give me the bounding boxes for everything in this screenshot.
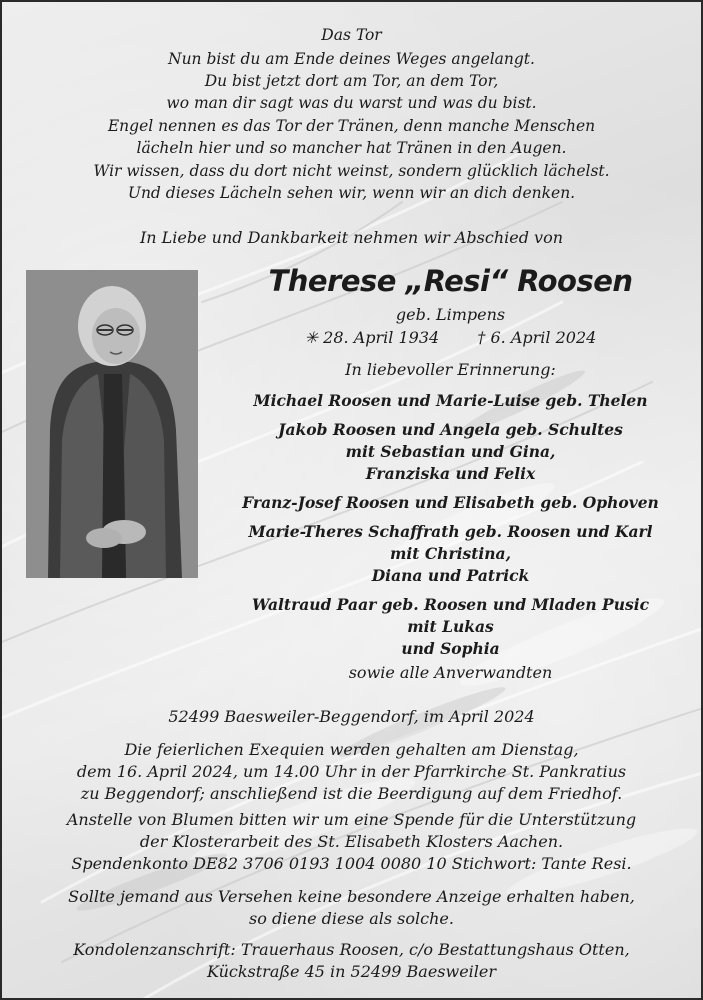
funeral-line: dem 16. April 2024, um 14.00 Uhr in der Pfarrkirche St. Pankratius [76,762,627,781]
poem-line: Wir wissen, dass du dort nicht weinst, sondern glücklich lächelst. [93,162,610,180]
portrait-illustration [26,270,198,578]
family-line: und Sophia [401,639,500,658]
farewell-intro: In Liebe und Dankbarkeit nehmen wir Abschied von [139,228,564,247]
family-line: mit Lukas [407,617,494,636]
birth-star-icon: ✳ [304,328,319,347]
death-date: 6. April 2024 [490,328,597,347]
poem-title: Das Tor [321,26,382,44]
life-dates [200,327,701,350]
donation-line: Anstelle von Blumen bitten wir um eine Spende für die Unterstützung [66,810,637,829]
portrait-photo [26,270,198,578]
family-list [200,390,701,660]
family-group [200,492,701,514]
donation-line: der Klosterarbeit des St. Elisabeth Klosters Aachen. [139,832,564,851]
family-line: Jakob Roosen und Angela geb. Schultes [278,420,623,439]
donation-line: Spendenkonto DE82 3706 0193 1004 0080 10 Stichwort: Tante Resi. [71,854,632,873]
relatives-line: sowie alle Anverwandten [348,663,553,682]
maiden-name: geb. Limpens [395,305,506,324]
poem-line: Und dieses Lächeln sehen wir, wenn wir an dich denken. [127,184,576,202]
family-line: Michael Roosen und Marie-Luise geb. Thelen [253,391,648,410]
family-group [200,521,701,587]
poem-line: lächeln hier und so mancher hat Tränen in den Augen. [136,139,567,157]
family-line: Diana und Patrick [371,566,530,585]
poem-line: wo man dir sagt was du warst und was du bist. [166,94,537,112]
family-line: Marie-Theres Schaffrath geb. Roosen und Karl [248,522,653,541]
memory-label: In liebevoller Erinnerung: [345,360,556,379]
poem-line: Engel nennen es das Tor der Tränen, denn manche Menschen [107,117,596,135]
family-group [200,419,701,485]
family-group [200,594,701,660]
family-line: Franz-Josef Roosen und Elisabeth geb. Ophoven [242,493,659,512]
death-cross-icon: † [477,328,486,347]
family-group [200,390,701,412]
condolence-line: Kückstraße 45 in 52499 Baesweiler [206,962,497,981]
family-line: Waltraud Paar geb. Roosen und Mladen Pusic [251,595,650,614]
funeral-line: zu Beggendorf; anschließend ist die Beerdigung auf dem Friedhof. [80,784,623,803]
notice-line: Sollte jemand aus Versehen keine besondere Anzeige erhalten haben, [68,887,635,906]
family-line: Franziska und Felix [365,464,536,483]
deceased-name: Therese „Resi“ Roosen [268,264,633,298]
place-date: 52499 Baesweiler-Beggendorf, im April 2024 [168,707,535,726]
notice-line: so diene diese als solche. [249,909,454,928]
condolence-line: Kondolenzanschrift: Trauerhaus Roosen, c/o Bestattungshaus Otten, [73,940,630,959]
family-line: mit Sebastian und Gina, [345,442,556,461]
poem-line: Du bist jetzt dort am Tor, an dem Tor, [204,72,499,90]
birth-date: 28. April 1934 [323,328,440,347]
family-line: mit Christina, [390,544,511,563]
funeral-line: Die feierlichen Exequien werden gehalten am Dienstag, [124,740,579,759]
poem-line: Nun bist du am Ende deines Weges angelangt. [168,50,535,68]
